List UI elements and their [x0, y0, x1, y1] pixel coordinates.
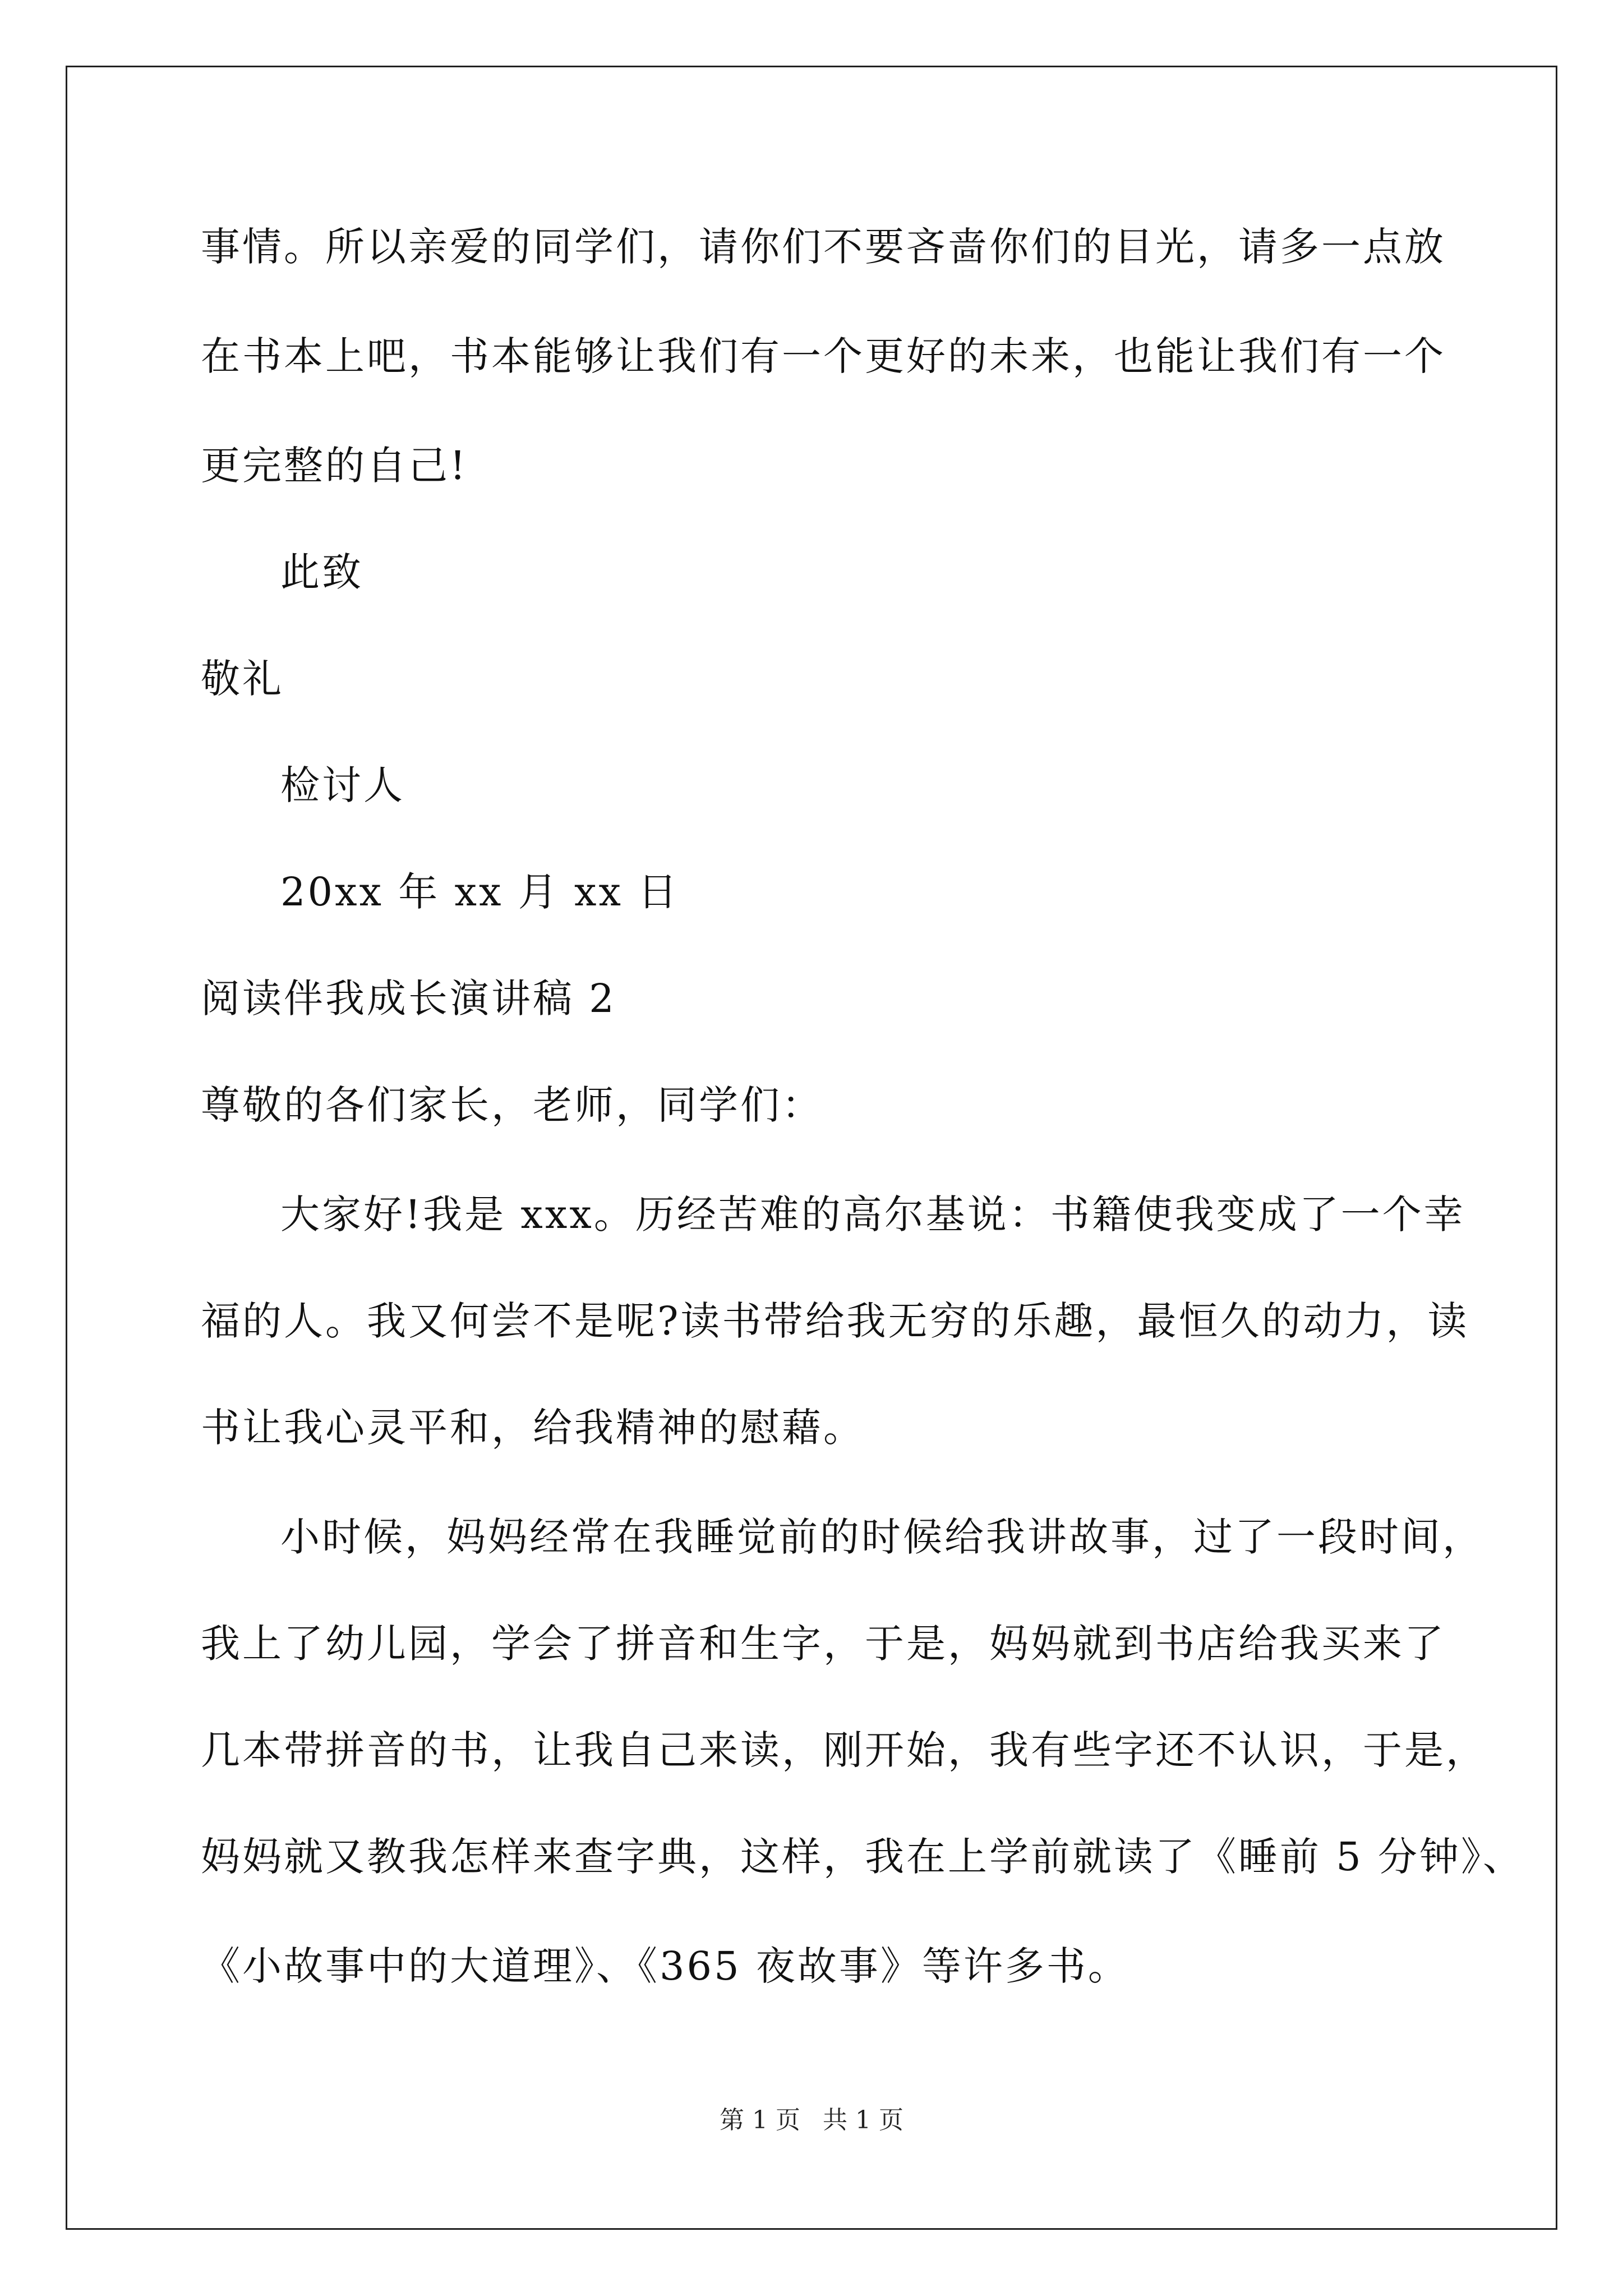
closing-salutation: 此致: [280, 549, 363, 595]
closing-regards: 敬礼: [201, 656, 284, 702]
body-text-line: 书让我心灵平和，给我精神的慰藉。: [201, 1405, 865, 1451]
greeting-line: 尊敬的各们家长，老师，同学们：: [201, 1082, 823, 1128]
body-text-line: 几本带拼音的书，让我自己来读，刚开始，我有些字还不认识，于是，: [201, 1727, 1487, 1773]
body-text-line: 福的人。我又何尝不是呢?读书带给我无穷的乐趣，最恒久的动力，读: [201, 1298, 1469, 1344]
body-text-line: 小时候，妈妈经常在我睡觉前的时候给我讲故事，过了一段时间，: [280, 1514, 1484, 1560]
body-text-line: 《小故事中的大道理》、《365 夜故事》等许多书。: [201, 1943, 1129, 1989]
page-number: 第 1 页: [720, 2106, 800, 2134]
body-text-line: 在书本上吧，书本能够让我们有一个更好的未来，也能让我们有一个: [201, 333, 1446, 379]
body-text-line: 更完整的自己!: [201, 443, 468, 489]
page-footer: [0, 2106, 1623, 2134]
page-border: [66, 66, 1557, 2230]
page-total: 共 1 页: [823, 2106, 903, 2134]
date-line: 20xx 年 xx 月 xx 日: [280, 869, 680, 915]
body-text-line: 妈妈就又教我怎样来查字典，这样，我在上学前就读了《睡前 5 分钟》、: [201, 1834, 1525, 1880]
body-text-line: 大家好!我是 xxx。历经苦难的高尔基说：书籍使我变成了一个幸: [280, 1191, 1465, 1237]
section-title: 阅读伴我成长演讲稿 2: [201, 976, 616, 1022]
body-text-line: 事情。所以亲爱的同学们，请你们不要吝啬你们的目光，请多一点放: [201, 224, 1446, 270]
signature-label: 检讨人: [280, 762, 405, 808]
body-text-line: 我上了幼儿园，学会了拼音和生字，于是，妈妈就到书店给我买来了: [201, 1621, 1446, 1667]
